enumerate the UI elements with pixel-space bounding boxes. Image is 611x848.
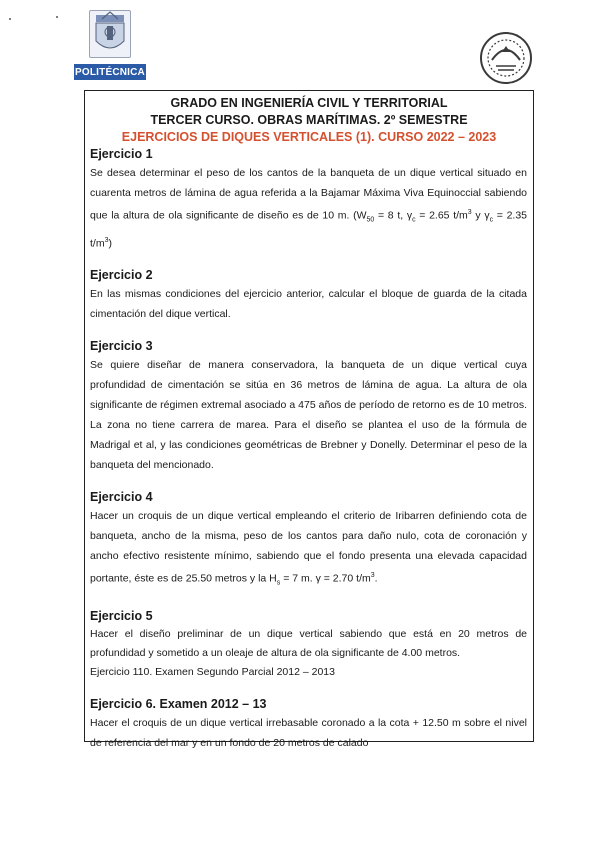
exercise-text: Se desea determinar el peso de los cantos de la banqueta de un dique vertical situado en cuarenta metros de lámina de agua referida a la Bajamar Máxima Viva Equinoccial sabiendo que la altura de ola significante de diseño es de 10 m. ($W_{50} = 8$ t, $\gamma_c = 2.65$ $t/m^3$ y $\gamma_c = 2.35$ $t/m^3$) xyxy=(90,167,528,250)
exercise-4 xyxy=(90,489,527,594)
exercise-3 xyxy=(90,338,527,475)
exercise-sheet xyxy=(84,90,534,749)
exercise-list xyxy=(85,146,533,753)
course-title: TERCER CURSO. OBRAS MARÍTIMAS. 2º SEMESTRE xyxy=(150,113,468,127)
exercise-2 xyxy=(90,267,527,324)
exercise-title: Ejercicio 1 xyxy=(90,147,153,161)
exercise-text: Hacer el diseño preliminar de un dique vertical sabiendo que está en 20 metros de profundidad y sometido a un oleaje de altura de ola significante de 4.00 metros. xyxy=(90,627,527,659)
exercise-title: Ejercicio 4 xyxy=(90,490,153,505)
exercise-title: Ejercicio 3 xyxy=(90,339,153,354)
exercise-text: Hacer un croquis de un dique vertical empleando el criterio de Iribarren definiendo cota de banqueta, ancho de la misma, peso de los cantos para daño nulo, cota de coronación y ancho efectivo resistente mínimo, sabiendo que el fondo presenta una elevada capacidad portante, éste es de 25.50 metros y la $H_s = 7$ m. γ = 2.70 $t/m^3$. xyxy=(90,510,527,587)
exercise-5 xyxy=(90,608,527,682)
exercise-reference: Ejercicio 110. Examen Segundo Parcial 2012 – 2013 xyxy=(90,665,335,678)
exercise-title: Ejercicio 2 xyxy=(90,268,153,283)
politecnica-badge: POLITÉCNICA xyxy=(74,64,146,80)
exercise-6 xyxy=(90,696,527,753)
scan-speck xyxy=(56,16,58,18)
degree-title: GRADO EN INGENIERÍA CIVIL Y TERRITORIAL xyxy=(170,96,448,110)
exercise-title: Ejercicio 6. Examen 2012 – 13 xyxy=(90,696,267,711)
scan-speck xyxy=(9,18,11,20)
exercise-1 xyxy=(90,146,527,253)
school-seal-icon xyxy=(478,30,534,86)
upm-crest-icon xyxy=(89,10,131,58)
exercise-text: En las mismas condiciones del ejercicio anterior, calcular el bloque de guarda de la citada cimentación del dique vertical. xyxy=(90,288,527,321)
exercise-text: Hacer el croquis de un dique vertical irrebasable coronado a la cota + 12.50 m sobre el nivel de referencia del mar y en un fondo de 20 metros de calado xyxy=(90,716,527,749)
exercise-title: Ejercicio 5 xyxy=(90,608,153,623)
sheet-title: EJERCICIOS DE DIQUES VERTICALES (1). CURSO 2022 – 2023 xyxy=(121,130,497,144)
upm-logo xyxy=(74,10,146,80)
exercise-text: Se quiere diseñar de manera conservadora, la banqueta de un dique vertical cuya profundidad de cimentación se sitúa en 36 metros de lámina de agua. La altura de ola significante de régimen extremal asociado a 475 años de período de retorno es de 10 metros. La zona no tiene carrera de marea. Para el diseño se plantea el uso de la fórmula de Madrigal et al, y las condiciones geométricas de Brebner y Donelly. Determinar el peso de la banqueta del mencionado. xyxy=(90,359,527,472)
